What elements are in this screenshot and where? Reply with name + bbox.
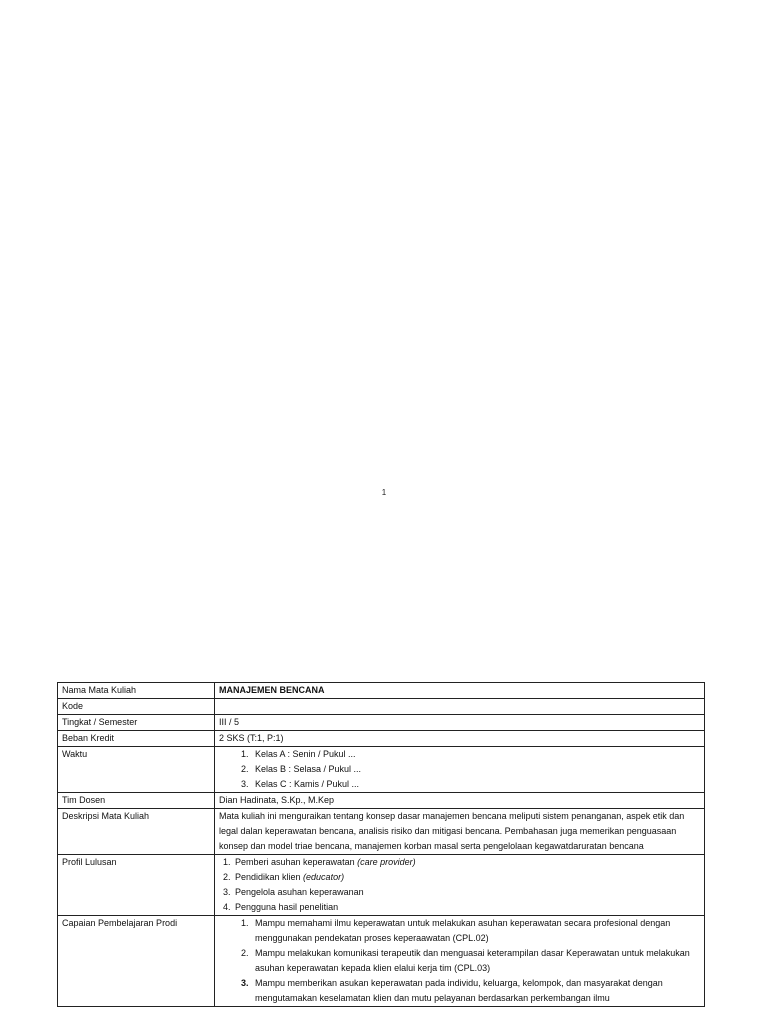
learning-outcomes-list xyxy=(219,916,700,1006)
table-row xyxy=(58,747,705,793)
schedule-cell xyxy=(215,747,705,793)
graduate-profile-list xyxy=(219,855,700,915)
course-name: MANAJEMEN BENCANA xyxy=(215,683,705,699)
list-item-italic: (educator) xyxy=(303,872,345,882)
lecturer-team: Dian Hadinata, S.Kp., M.Kep xyxy=(215,793,705,809)
list-item xyxy=(233,885,700,900)
row-label: Tingkat / Semester xyxy=(58,715,215,731)
course-code xyxy=(215,699,705,715)
list-item xyxy=(233,870,700,885)
graduate-profile-cell xyxy=(215,855,705,916)
page-number: 1 xyxy=(381,488,387,497)
list-item: 1. Mampu memahami ilmu keperawatan untuk melakukan asuhan keperawatan secara profesional dengan menggunakan pendekatan proses keperaawatan (CPL.02) xyxy=(251,916,700,946)
row-label: Profil Lulusan xyxy=(58,855,215,916)
row-label: Beban Kredit xyxy=(58,731,215,747)
schedule-list xyxy=(219,747,700,792)
list-item xyxy=(233,855,700,870)
row-label: Waktu xyxy=(58,747,215,793)
row-label: Kode xyxy=(58,699,215,715)
list-item: 2. Kelas B : Selasa / Pukul ... xyxy=(251,762,700,777)
list-item-text: Pemberi asuhan keperawatan xyxy=(235,857,358,867)
list-item: 2. Mampu melakukan komunikasi terapeutik dan menguasai keterampilan dasar Keperawatan untuk melakukan asuhan keperawatan kepada klien elalui kerja tim (CPL.03) xyxy=(251,946,700,976)
list-item-text: Pendidikan klien xyxy=(235,872,304,882)
list-item: 3. Mampu memberikan asukan keperawatan pada individu, keluarga, kelompok, dan masyarakat dengan mengutamakan keselamatan klien dan mutu pelayanan berdasarkan perkembangan ilmu xyxy=(251,976,700,1006)
list-item-italic: (care provider) xyxy=(357,857,416,867)
table-row xyxy=(58,855,705,916)
list-item-text: Pengelola asuhan keperawanan xyxy=(235,887,364,897)
course-info-table xyxy=(57,682,705,1007)
list-item-text: Pengguna hasil penelitian xyxy=(235,902,339,912)
level-semester: III / 5 xyxy=(215,715,705,731)
row-label: Capaian Pembelajaran Prodi xyxy=(58,916,215,1007)
row-label: Nama Mata Kuliah xyxy=(58,683,215,699)
list-item xyxy=(233,900,700,915)
course-description: Mata kuliah ini menguraikan tentang konsep dasar manajemen bencana meliputi sistem penanganan, aspek etik dan legal dalan keperawatan bencana, analisis risiko dan mitigasi bencana. Pembahasan juga memerikan penguasaan konsep dan model triae bencana, manajemen korban masal serta pengelolaan kegawatdaruratan bencana xyxy=(215,809,705,855)
learning-outcomes-cell xyxy=(215,916,705,1007)
table-row xyxy=(58,809,705,855)
list-item: 3. Kelas C : Kamis / Pukul ... xyxy=(251,777,700,792)
table-row xyxy=(58,683,705,699)
table-row xyxy=(58,793,705,809)
list-item: 1. Kelas A : Senin / Pukul ... xyxy=(251,747,700,762)
table-row xyxy=(58,699,705,715)
table-row xyxy=(58,916,705,1007)
credit-load: 2 SKS (T:1, P:1) xyxy=(215,731,705,747)
table-row xyxy=(58,715,705,731)
row-label: Tim Dosen xyxy=(58,793,215,809)
table-row xyxy=(58,731,705,747)
row-label: Deskripsi Mata Kuliah xyxy=(58,809,215,855)
